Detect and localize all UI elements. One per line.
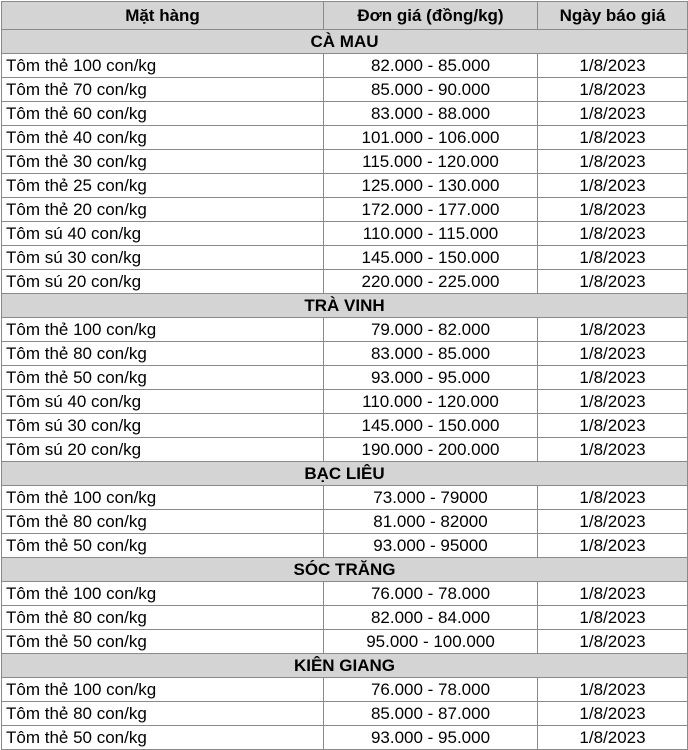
date-cell: 1/8/2023: [538, 366, 688, 390]
table-row: [2, 702, 688, 726]
price-cell: 76.000 - 78.000: [324, 582, 538, 606]
price-cell: 110.000 - 115.000: [324, 222, 538, 246]
table-row: [2, 414, 688, 438]
region-name: SÓC TRĂNG: [2, 558, 688, 582]
table-row: [2, 150, 688, 174]
shrimp-price-table: [1, 1, 688, 750]
item-cell: Tôm thẻ 70 con/kg: [2, 78, 324, 102]
item-cell: Tôm thẻ 25 con/kg: [2, 174, 324, 198]
date-cell: 1/8/2023: [538, 726, 688, 750]
table-row: [2, 438, 688, 462]
table-row: [2, 486, 688, 510]
item-cell: Tôm sú 30 con/kg: [2, 246, 324, 270]
table-row: [2, 54, 688, 78]
date-cell: 1/8/2023: [538, 270, 688, 294]
date-cell: 1/8/2023: [538, 510, 688, 534]
price-cell: 95.000 - 100.000: [324, 630, 538, 654]
price-cell: 85.000 - 90.000: [324, 78, 538, 102]
date-cell: 1/8/2023: [538, 438, 688, 462]
table-row: [2, 222, 688, 246]
region-header-row: [2, 462, 688, 486]
price-cell: 82.000 - 84.000: [324, 606, 538, 630]
table-row: [2, 390, 688, 414]
item-cell: Tôm thẻ 100 con/kg: [2, 678, 324, 702]
date-cell: 1/8/2023: [538, 414, 688, 438]
date-cell: 1/8/2023: [538, 702, 688, 726]
item-cell: Tôm thẻ 40 con/kg: [2, 126, 324, 150]
region-header-row: [2, 654, 688, 678]
price-cell: 81.000 - 82000: [324, 510, 538, 534]
table-row: [2, 270, 688, 294]
table-row: [2, 678, 688, 702]
price-cell: 145.000 - 150.000: [324, 246, 538, 270]
price-cell: 93.000 - 95.000: [324, 726, 538, 750]
table-row: [2, 318, 688, 342]
price-cell: 79.000 - 82.000: [324, 318, 538, 342]
table-row: [2, 630, 688, 654]
header-price: Đơn giá (đồng/kg): [324, 2, 538, 30]
price-cell: 73.000 - 79000: [324, 486, 538, 510]
date-cell: 1/8/2023: [538, 582, 688, 606]
item-cell: Tôm thẻ 100 con/kg: [2, 582, 324, 606]
item-cell: Tôm sú 20 con/kg: [2, 438, 324, 462]
date-cell: 1/8/2023: [538, 198, 688, 222]
date-cell: 1/8/2023: [538, 126, 688, 150]
item-cell: Tôm thẻ 20 con/kg: [2, 198, 324, 222]
region-header-row: [2, 30, 688, 54]
item-cell: Tôm sú 30 con/kg: [2, 414, 324, 438]
region-name: TRÀ VINH: [2, 294, 688, 318]
price-cell: 101.000 - 106.000: [324, 126, 538, 150]
table-row: [2, 342, 688, 366]
price-cell: 76.000 - 78.000: [324, 678, 538, 702]
item-cell: Tôm thẻ 80 con/kg: [2, 702, 324, 726]
table-body: [2, 30, 688, 750]
table-row: [2, 534, 688, 558]
item-cell: Tôm thẻ 50 con/kg: [2, 534, 324, 558]
region-name: BẠC LIÊU: [2, 462, 688, 486]
date-cell: 1/8/2023: [538, 606, 688, 630]
date-cell: 1/8/2023: [538, 390, 688, 414]
item-cell: Tôm thẻ 80 con/kg: [2, 342, 324, 366]
table-row: [2, 78, 688, 102]
item-cell: Tôm thẻ 50 con/kg: [2, 726, 324, 750]
date-cell: 1/8/2023: [538, 174, 688, 198]
price-cell: 82.000 - 85.000: [324, 54, 538, 78]
date-cell: 1/8/2023: [538, 342, 688, 366]
item-cell: Tôm thẻ 100 con/kg: [2, 318, 324, 342]
table-row: [2, 174, 688, 198]
date-cell: 1/8/2023: [538, 222, 688, 246]
price-cell: 83.000 - 88.000: [324, 102, 538, 126]
date-cell: 1/8/2023: [538, 246, 688, 270]
item-cell: Tôm thẻ 50 con/kg: [2, 366, 324, 390]
table-row: [2, 102, 688, 126]
price-cell: 125.000 - 130.000: [324, 174, 538, 198]
date-cell: 1/8/2023: [538, 102, 688, 126]
price-cell: 110.000 - 120.000: [324, 390, 538, 414]
date-cell: 1/8/2023: [538, 534, 688, 558]
table-row: [2, 510, 688, 534]
date-cell: 1/8/2023: [538, 318, 688, 342]
header-date: Ngày báo giá: [538, 2, 688, 30]
table-row: [2, 726, 688, 750]
item-cell: Tôm sú 20 con/kg: [2, 270, 324, 294]
item-cell: Tôm thẻ 80 con/kg: [2, 510, 324, 534]
date-cell: 1/8/2023: [538, 54, 688, 78]
region-header-row: [2, 294, 688, 318]
item-cell: Tôm thẻ 100 con/kg: [2, 486, 324, 510]
region-name: KIÊN GIANG: [2, 654, 688, 678]
item-cell: Tôm thẻ 100 con/kg: [2, 54, 324, 78]
table-header-row: [2, 2, 688, 30]
table-row: [2, 366, 688, 390]
price-cell: 83.000 - 85.000: [324, 342, 538, 366]
item-cell: Tôm sú 40 con/kg: [2, 390, 324, 414]
region-header-row: [2, 558, 688, 582]
price-cell: 115.000 - 120.000: [324, 150, 538, 174]
item-cell: Tôm thẻ 60 con/kg: [2, 102, 324, 126]
header-item: Mặt hàng: [2, 2, 324, 30]
price-cell: 85.000 - 87.000: [324, 702, 538, 726]
table-row: [2, 606, 688, 630]
table-row: [2, 246, 688, 270]
table-row: [2, 582, 688, 606]
region-name: CÀ MAU: [2, 30, 688, 54]
price-cell: 93.000 - 95.000: [324, 366, 538, 390]
item-cell: Tôm sú 40 con/kg: [2, 222, 324, 246]
item-cell: Tôm thẻ 80 con/kg: [2, 606, 324, 630]
price-cell: 190.000 - 200.000: [324, 438, 538, 462]
date-cell: 1/8/2023: [538, 678, 688, 702]
table-row: [2, 198, 688, 222]
date-cell: 1/8/2023: [538, 150, 688, 174]
price-cell: 145.000 - 150.000: [324, 414, 538, 438]
date-cell: 1/8/2023: [538, 78, 688, 102]
date-cell: 1/8/2023: [538, 630, 688, 654]
price-cell: 93.000 - 95000: [324, 534, 538, 558]
item-cell: Tôm thẻ 30 con/kg: [2, 150, 324, 174]
item-cell: Tôm thẻ 50 con/kg: [2, 630, 324, 654]
date-cell: 1/8/2023: [538, 486, 688, 510]
price-cell: 220.000 - 225.000: [324, 270, 538, 294]
price-cell: 172.000 - 177.000: [324, 198, 538, 222]
table-row: [2, 126, 688, 150]
